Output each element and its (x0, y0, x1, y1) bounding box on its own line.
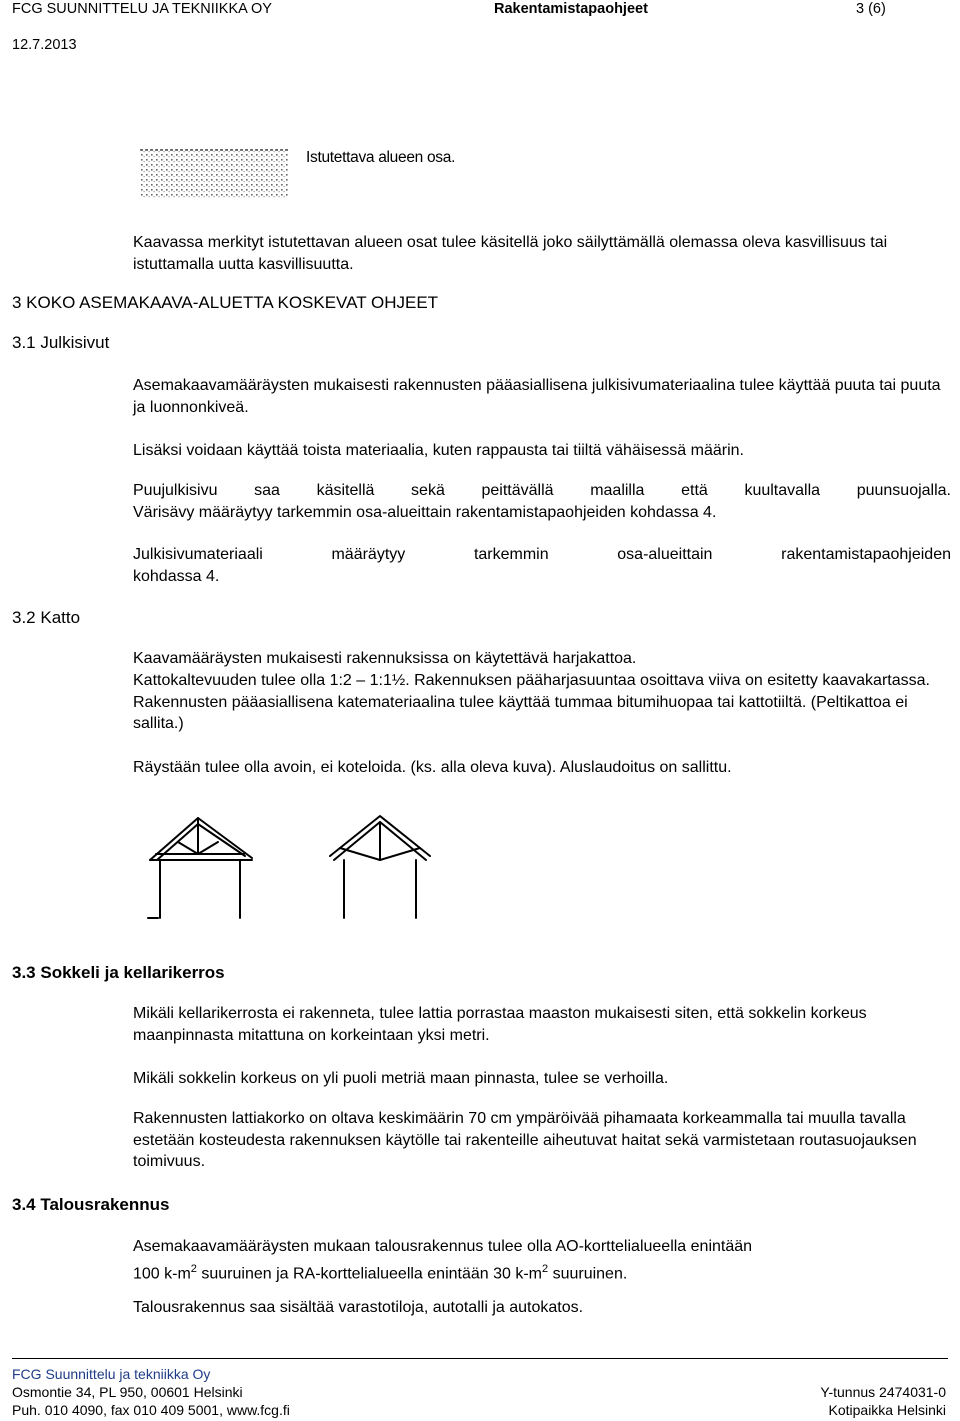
header-date: 12.7.2013 (12, 37, 77, 53)
superscript-2b: 2 (542, 1263, 549, 1275)
katto-paragraph-2: Kattokaltevuuden tulee olla 1:2 – 1:1½. Rakennuksen pääharjasuuntaa osoittava viiva on esitetty kaavakartassa. Rakennusten pääasiallisena katemateriaalina tulee käyttää tummaa bitumihuopaa tai kattotiiltä. (Peltikattoa ei sallita.) (133, 672, 930, 732)
talousrakennus-paragraph-2: Talousrakennus saa sisältää varastotiloja, autotalli ja autokatos. (133, 1299, 584, 1316)
katto-paragraph-1: Kaavamääräysten mukaisesti rakennuksissa on käytettävä harjakattoa. (133, 650, 637, 667)
katto-paragraph-3: Räystään tulee olla avoin, ei koteloida. (ks. alla oleva kuva). Aluslaudoitus on sallittu. (133, 759, 732, 776)
superscript-2: 2 (190, 1263, 197, 1275)
area-ra: suuruinen ja RA-korttelialueella enintään 30 k-m (196, 1265, 542, 1283)
section-3-4-heading: 3.4 Talousrakennus (12, 1195, 170, 1214)
section-3-3-heading: 3.3 Sokkeli ja kellarikerros (12, 963, 225, 982)
footer-business-id: Y-tunnus 2474031-0 (820, 1384, 946, 1400)
section-3-2-heading: 3.2 Katto (12, 608, 81, 627)
talousrakennus-paragraph-1b (133, 1259, 951, 1285)
julkisivut-paragraph-3b: Värisävy määräytyy tarkemmin osa-alueittain rakentamistapaohjeiden kohdassa 4. (133, 504, 717, 521)
header-company: FCG SUUNNITTELU JA TEKNIIKKA OY (12, 1, 272, 17)
sokkeli-paragraph-1: Mikäli kellarikerrosta ei rakenneta, tulee lattia porrastaa maaston mukaisesti siten, että sokkelin korkeus maanpinnasta mitattuna on korkeintaan yksi metri. (133, 1005, 867, 1044)
julkisivut-paragraph-1: Asemakaavamääräysten mukaisesti rakennusten pääasiallisena julkisivumateriaalina tulee käyttää puuta tai puuta ja luonnonkiveä. (133, 377, 941, 416)
julkisivut-paragraph-3a: Puujulkisivu saa käsitellä sekä peittävällä maalilla että kuultavalla puunsuojalla. (133, 482, 951, 499)
footer-company: FCG Suunnittelu ja tekniikka Oy (12, 1366, 211, 1382)
roof-eaves-sketch (140, 808, 660, 923)
sokkeli-paragraph-2: Mikäli sokkelin korkeus on yli puoli metriä maan pinnasta, tulee se verhoilla. (133, 1070, 669, 1087)
footer-domicile: Kotipaikka Helsinki (828, 1402, 946, 1418)
area-ao: 100 k-m (133, 1265, 191, 1283)
area-end: suuruinen. (548, 1265, 628, 1283)
footer-divider (12, 1358, 948, 1359)
header-doc-title: Rakentamistapaohjeet (494, 1, 648, 17)
section-3-1-heading: 3.1 Julkisivut (12, 333, 110, 352)
footer-address: Osmontie 34, PL 950, 00601 Helsinki (12, 1384, 243, 1400)
hatched-area-swatch (140, 148, 290, 200)
footer-contact[interactable]: Puh. 010 4090, fax 010 409 5001, www.fcg.fi (12, 1402, 290, 1418)
sokkeli-paragraph-3: Rakennusten lattiakorko on oltava keskimäärin 70 cm ympäröivää pihamaata korkeammalla tai muulla tavalla estetään kosteudesta rakennuksen käytölle tai rakenteille aiheutuvat haitat sekä varmistetaan routasuojauksen toimivuus. (133, 1110, 917, 1170)
section-3-heading: 3 KOKO ASEMAKAAVA-ALUETTA KOSKEVAT OHJEET (12, 293, 439, 312)
legend-label: Istutettava alueen osa. (306, 149, 456, 166)
julkisivut-paragraph-4a: Julkisivumateriaali määräytyy tarkemmin osa-alueittain rakentamistapaohjeiden (133, 546, 951, 563)
talousrakennus-paragraph-1a: Asemakaavamääräysten mukaan talousrakennus tulee olla AO-korttelialueella enintään (133, 1238, 753, 1255)
julkisivut-paragraph-4b: kohdassa 4. (133, 568, 220, 585)
header-page-number: 3 (6) (856, 1, 886, 17)
legend-paragraph: Kaavassa merkityt istutettavan alueen osat tulee käsitellä joko säilyttämällä olemassa oleva kasvillisuus tai istuttamalla uutta kasvillisuutta. (133, 234, 888, 273)
julkisivut-paragraph-2: Lisäksi voidaan käyttää toista materiaalia, kuten rappausta tai tiiltä vähäisessä määrin. (133, 442, 744, 459)
